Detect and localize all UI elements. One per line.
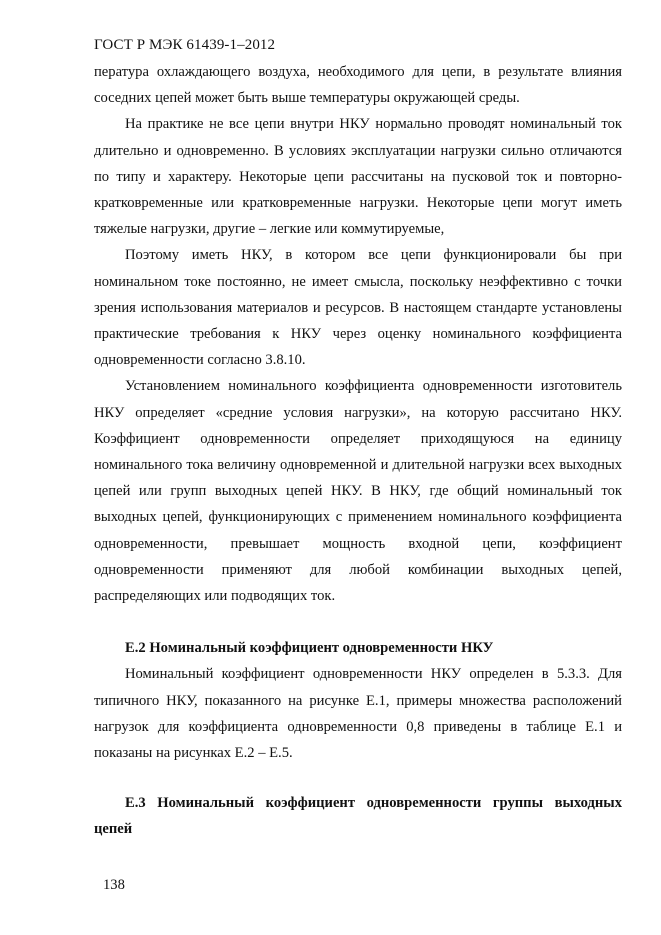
paragraph-continuation: пература охлаждающего воздуха, необходимого для цепи, в результате влияния соседних цепей может быть выше температуры окружающей среды. [94,64,622,107]
spacer [94,766,622,790]
page-body [94,59,622,843]
standard-header: ГОСТ Р МЭК 61439-1–2012 [94,37,276,53]
page-number: 138 [103,877,125,893]
paragraph-e2-body: Номинальный коэффициент одновременности НКУ определен в 5.3.3. Для типичного НКУ, показанного на рисунке Е.1, примеры множества расположений нагрузок для коэффициента одновременности 0,8 приведены в таблице Е.1 и показаны на рисунках Е.2 – Е.5. [94,666,622,762]
section-heading-e3: Е.3 Номинальный коэффициент одновременности группы выходных цепей [94,795,622,838]
paragraph-rated-diversity: Установлением номинального коэффициента одновременности изготовитель НКУ определяет «средние условия нагрузки», на которую рассчитано НКУ. Коэффициент одновременности определяет приходящуюся на единицу номинального тока величину одновременной и длительной нагрузки всех выходных цепей или групп выходных цепей НКУ. В НКУ, где общий номинальный ток выходных цепей, функционирующих с применением номинального коэффициента одновременности, превышает мощность входной цепи, коэффициент одновременности применяют для любой комбинации выходных цепей, распределяющих или подводящих ток. [94,378,622,605]
paragraph-therefore: Поэтому иметь НКУ, в котором все цепи функционировали бы при номинальном токе постоянно, не имеет смысла, поскольку неэффективно с точки зрения использования материалов и ресурсов. В настоящем стандарте установлены практические требования к НКУ через оценку номинального коэффициента одновременности согласно 3.8.10. [94,247,622,369]
spacer [94,609,622,635]
paragraph-practice: На практике не все цепи внутри НКУ нормально проводят номинальный ток длительно и одновременно. В условиях эксплуатации нагрузки сильно отличаются по типу и характеру. Некоторые цепи рассчитаны на пусковой ток и повторно-кратковременные или кратковременные нагрузки. Некоторые цепи могут иметь тяжелые нагрузки, другие – легкие или коммутируемые, [94,116,622,238]
section-heading-e2: Е.2 Номинальный коэффициент одновременности НКУ [125,640,494,657]
